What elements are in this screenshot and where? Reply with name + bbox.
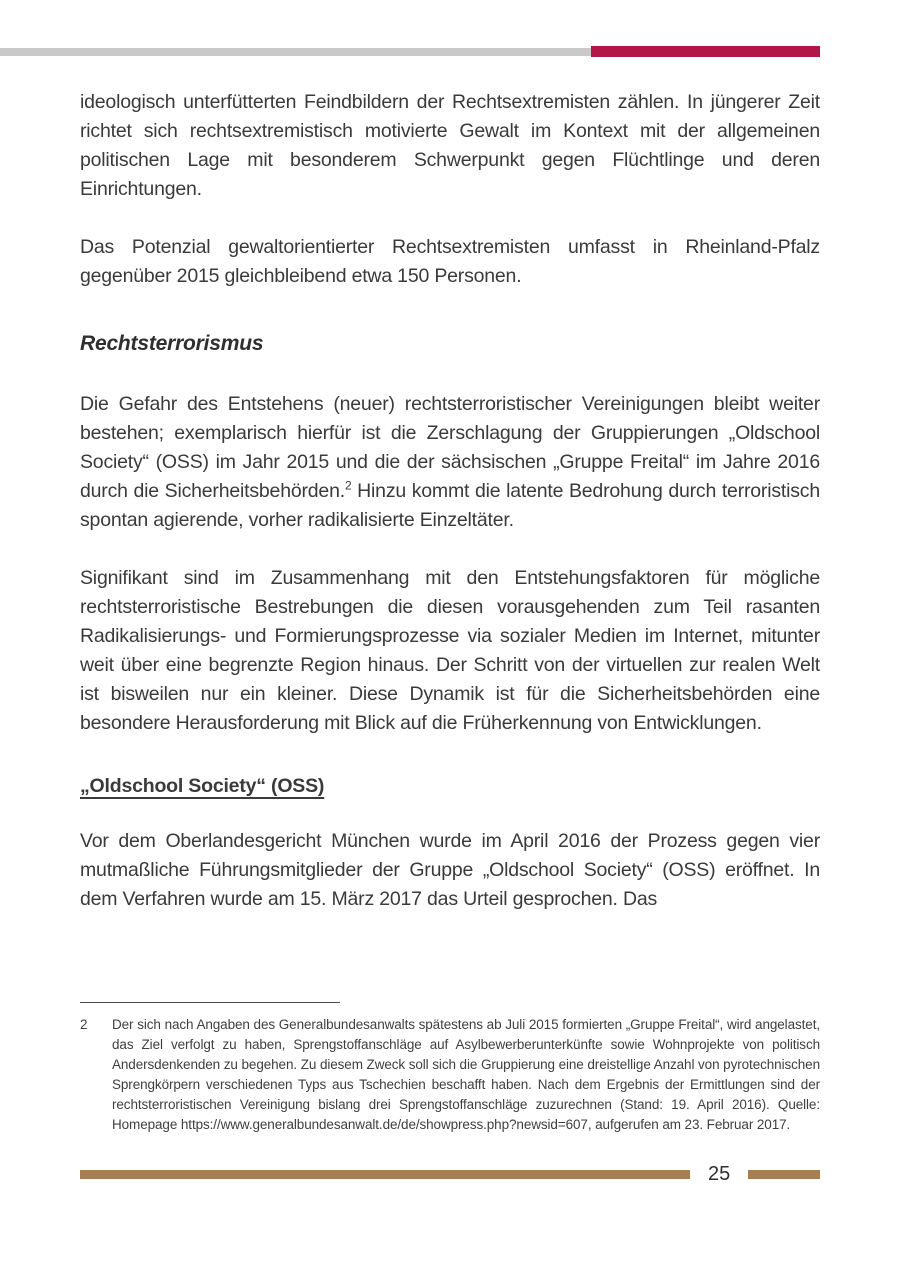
sub-heading-oldschool-society	[80, 772, 820, 801]
page-number: 25	[708, 1163, 731, 1185]
paragraph-potenzial: Das Potenzial gewaltorientierter Rechtsextremisten umfasst in Rheinland-Pfalz gegenüber 2015 gleichbleibend etwa 150 Personen.	[80, 236, 820, 287]
body-text-column	[80, 88, 820, 943]
paragraph-gefahr-post: Hinzu kommt die latente Bedrohung durch terroristisch spontan agierende, vorher radikalisierte Einzeltäter.	[80, 480, 820, 531]
footer-bar-long	[80, 1170, 690, 1179]
footer-bar-short	[748, 1170, 820, 1179]
footnote-reference-2: 2	[344, 478, 352, 493]
paragraph-gefahr-entstehens	[80, 390, 820, 535]
page-footer	[80, 1163, 820, 1186]
sub-heading-underlined-text: „Oldschool Society“ (OSS)	[80, 775, 325, 797]
footnote-2	[80, 1015, 820, 1135]
header-rule-red-segment	[591, 46, 820, 57]
paragraph-signifikant: Signifikant sind im Zusammenhang mit den Entstehungsfaktoren für mögliche rechtsterroristische Bestrebungen die diesen vorausgehenden zum Teil rasanten Radikalisierungs- und Formierungsprozesse via sozialer Medien im Internet, mitunter weit über eine begrenzte Region hinaus. Der Schritt von der virtuellen zur realen Welt ist bisweilen nur ein kleiner. Diese Dynamik ist für die Sicherheitsbehörden eine besondere Herausforderung mit Blick auf die Früherkennung von Entwicklungen.	[80, 567, 820, 734]
section-heading-rechtsterrorismus: Rechtsterrorismus	[80, 332, 264, 355]
header-rule	[0, 46, 820, 57]
footnote-marker: 2	[80, 1017, 88, 1032]
footnote-area	[80, 1002, 820, 1135]
footnote-separator-rule	[80, 1002, 340, 1003]
footnote-text: Der sich nach Angaben des Generalbundesanwalts spätestens ab Juli 2015 formierten „Gruppe Freital“, wird angelastet, das Ziel verfolgt zu haben, Sprengstoffanschläge auf Asylbewerberunterkünfte sowie Wohnprojekte von politisch Andersdenkenden zu begehen. Zu diesem Zweck soll sich die Gruppierung eine dreistellige Anzahl von pyrotechnischen Sprengkörpern verschiedenen Typs aus Tschechien beschafft haben. Nach dem Ergebnis der Ermittlungen sind der rechtsterroristischen Vereinigung bislang drei Sprengstoffanschläge zuzurechnen (Stand: 19. April 2016). Quelle: Homepage https://www.generalbundesanwalt.de/de/showpress.php?newsid=607, aufgerufen am 23. Februar 2017.	[112, 1017, 820, 1132]
paragraph-oberlandesgericht: Vor dem Oberlandesgericht München wurde im April 2016 der Prozess gegen vier mutmaßliche Führungsmitglieder der Gruppe „Oldschool Society“ (OSS) eröffnet. In dem Verfahren wurde am 15. März 2017 das Urteil gesprochen. Das	[80, 830, 820, 910]
paragraph-gefahr-pre: Die Gefahr des Entstehens (neuer) rechtsterroristischer Vereinigungen bleibt weiter bestehen; exemplarisch hierfür ist die Zerschlagung der Gruppierungen „Oldschool Society“ (OSS) im Jahr 2015 und die der sächsischen „Gruppe Freital“ im Jahre 2016 durch die Sicherheitsbehörden.	[80, 393, 820, 502]
paragraph-rechtsextremismus-gewalt: ideologisch unterfütterten Feindbildern der Rechtsextremisten zählen. In jüngerer Zeit richtet sich rechtsextremistisch motivierte Gewalt im Kontext mit der allgemeinen politischen Lage mit besonderem Schwerpunkt gegen Flüchtlinge und deren Einrichtungen.	[80, 91, 820, 200]
header-rule-gray-segment	[0, 48, 591, 56]
